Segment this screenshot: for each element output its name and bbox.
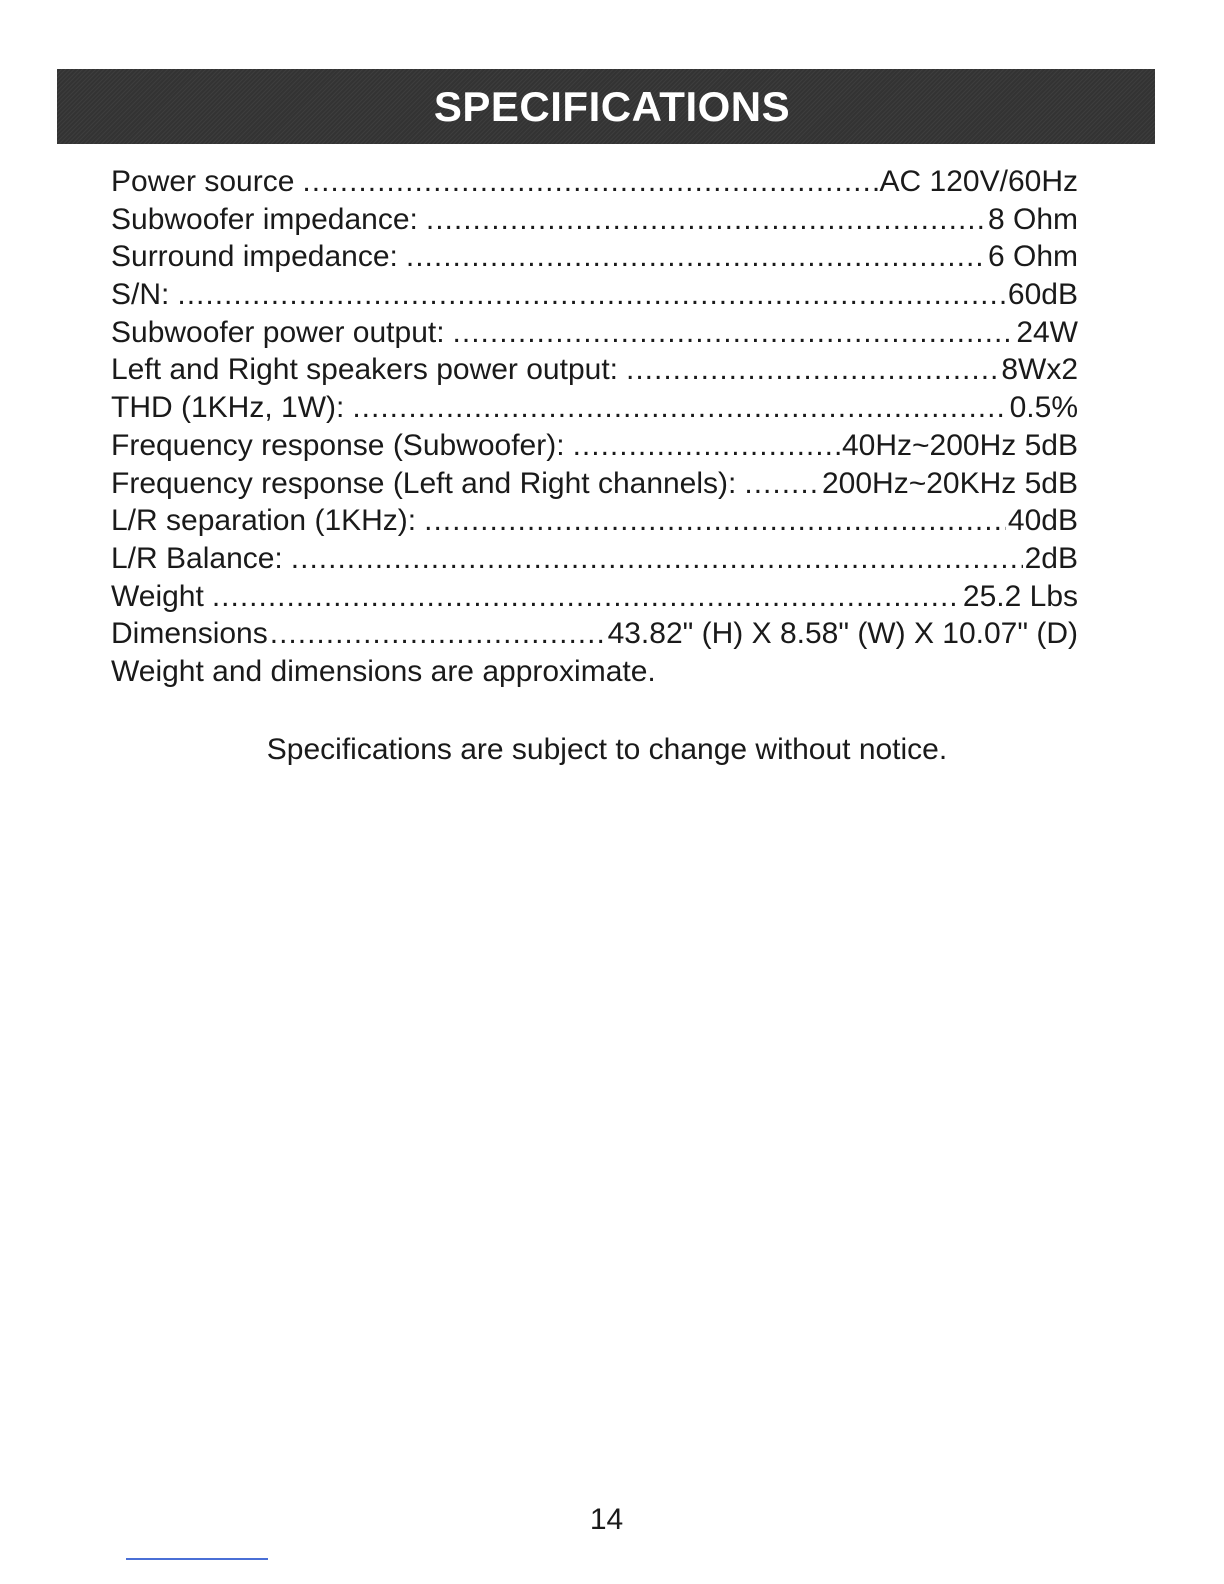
spec-value: 43.82" (H) X 8.58" (W) X 10.07" (D) xyxy=(607,617,1078,651)
dot-leader xyxy=(177,276,1006,314)
spec-value: AC 120V/60Hz xyxy=(879,165,1078,198)
dot-leader xyxy=(302,163,877,201)
spec-label: Left and Right speakers power output: xyxy=(111,353,618,387)
dot-leader xyxy=(744,465,820,503)
dot-leader xyxy=(573,427,840,465)
spec-row-dimensions xyxy=(111,615,1078,653)
spec-row-lr-separation xyxy=(111,502,1078,540)
section-title: SPECIFICATIONS xyxy=(433,82,791,130)
spec-value: 2dB xyxy=(1024,541,1078,575)
spec-row-lr-balance xyxy=(111,540,1078,578)
spec-value: 60dB xyxy=(1007,278,1078,312)
spec-row-power-source xyxy=(111,163,1078,201)
spec-row-subwoofer-power xyxy=(111,314,1078,352)
dot-leader xyxy=(406,238,986,276)
change-notice: Specifications are subject to change without notice. xyxy=(266,733,948,766)
dot-leader xyxy=(352,389,1007,427)
spec-value: 8Wx2 xyxy=(1001,353,1078,387)
spec-label: Frequency response (Left and Right channels): xyxy=(111,466,737,500)
spec-value: 40dB xyxy=(1007,504,1078,538)
spec-value: 6 Ohm xyxy=(987,240,1078,274)
spec-label: S/N: xyxy=(111,278,170,312)
spec-label: Weight xyxy=(111,579,204,613)
spec-label: Dimensions xyxy=(111,617,268,651)
spec-label: L/R Balance: xyxy=(111,541,283,575)
spec-label: Surround impedance: xyxy=(111,240,398,274)
spec-row-surround-impedance xyxy=(111,238,1078,276)
spec-label: THD (1KHz, 1W): xyxy=(111,391,345,425)
approximate-note: Weight and dimensions are approximate. xyxy=(111,654,656,688)
dot-leader xyxy=(626,351,999,389)
spec-label: Subwoofer impedance: xyxy=(111,202,418,236)
spec-row-thd xyxy=(111,389,1078,427)
spec-row-subwoofer-impedance xyxy=(111,201,1078,239)
dot-leader xyxy=(291,540,1023,578)
spec-row-freq-lr xyxy=(111,465,1078,503)
footer-rule xyxy=(126,1558,268,1560)
spec-value: 0.5% xyxy=(1009,391,1078,425)
spec-value: 24W xyxy=(1016,315,1078,349)
dot-leader xyxy=(270,615,606,653)
dot-leader xyxy=(212,578,961,616)
spec-label: Subwoofer power output: xyxy=(111,315,445,349)
spec-value: 40Hz~200Hz 5dB xyxy=(842,428,1078,462)
spec-label: Power source xyxy=(111,165,295,198)
spec-row-lr-speaker-power xyxy=(111,351,1078,389)
spec-label: L/R separation (1KHz): xyxy=(111,504,417,538)
spec-label: Frequency response (Subwoofer): xyxy=(111,428,565,462)
spec-list xyxy=(111,163,1078,691)
page-number: 14 xyxy=(589,1503,624,1536)
spec-value: 8 Ohm xyxy=(987,202,1078,236)
dot-leader xyxy=(453,314,1015,352)
spec-row-weight xyxy=(111,578,1078,616)
dot-leader xyxy=(424,502,1006,540)
spec-row-signal-noise xyxy=(111,276,1078,314)
dot-leader xyxy=(426,201,986,239)
spec-value: 200Hz~20KHz 5dB xyxy=(822,466,1078,500)
spec-value: 25.2 Lbs xyxy=(962,579,1078,613)
spec-row-freq-subwoofer xyxy=(111,427,1078,465)
section-header-bar xyxy=(57,69,1155,144)
